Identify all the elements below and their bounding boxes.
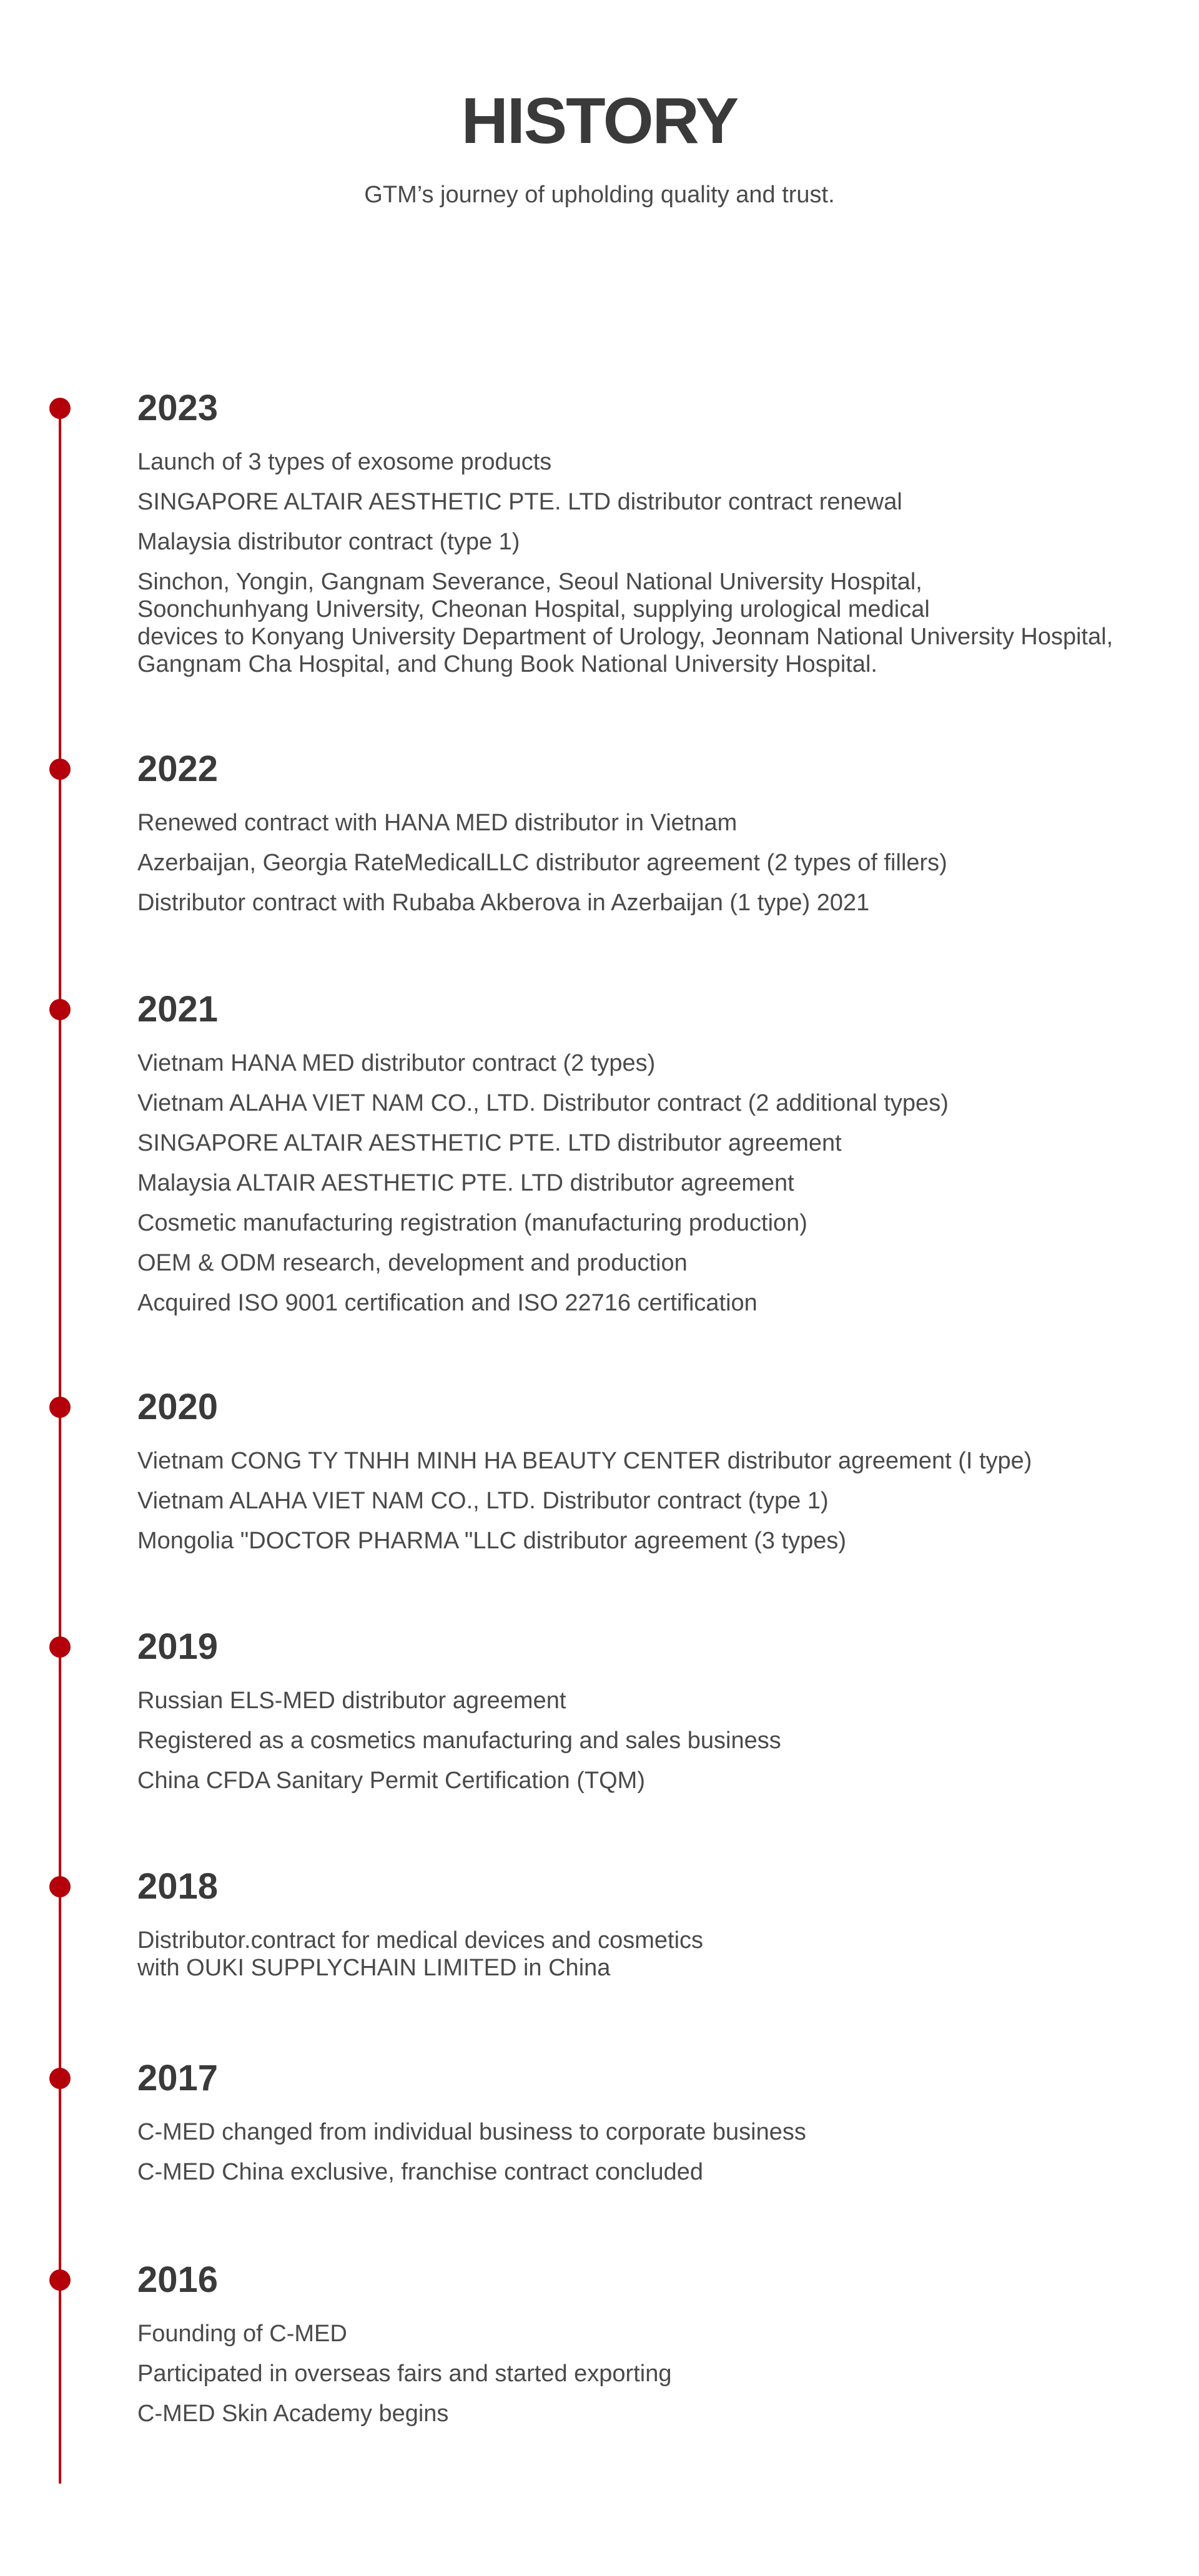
milestone-item: Azerbaijan, Georgia RateMedicalLLC distributor agreement (2 types of fillers) [137, 850, 947, 876]
milestone-item: Founding of C-MED [137, 2321, 347, 2347]
milestone-item: Russian ELS-MED distributor agreement [137, 1688, 566, 1714]
milestone-item: C-MED changed from individual business to corporate business [137, 2119, 806, 2145]
milestone-item: Sinchon, Yongin, Gangnam Severance, Seoul National University Hospital, Soonchunhyang University, Cheonan Hospital, supplying urological medical devices to Konyang University Department of Urology, Jeonnam National University Hospital, Gangnam Cha Hospital, and Chung Book National University Hospital. [137, 569, 1113, 677]
milestone-item: Registered as a cosmetics manufacturing and sales business [137, 1728, 781, 1754]
year-heading: 2023 [137, 388, 219, 428]
timeline-dot [49, 398, 71, 419]
milestone-item: Vietnam ALAHA VIET NAM CO., LTD. Distributor contract (type 1) [137, 1488, 829, 1514]
milestone-item: Malaysia distributor contract (type 1) [137, 529, 520, 555]
milestone-item: Mongolia "DOCTOR PHARMA "LLC distributor agreement (3 types) [137, 1528, 847, 1554]
milestone-item: OEM & ODM research, development and production [137, 1250, 688, 1276]
year-heading: 2017 [137, 2058, 219, 2098]
year-heading: 2019 [137, 1626, 219, 1667]
milestone-item: Vietnam HANA MED distributor contract (2 types) [137, 1050, 656, 1076]
milestone-item: Distributor.contract for medical devices and cosmetics with OUKI SUPPLYCHAIN LIMITED in China [137, 1927, 704, 1981]
page-subtitle: GTM’s journey of upholding quality and trust. [364, 182, 835, 208]
milestone-item: Vietnam ALAHA VIET NAM CO., LTD. Distributor contract (2 additional types) [137, 1090, 949, 1116]
timeline-dot [49, 999, 71, 1020]
milestone-item: C-MED Skin Academy begins [137, 2401, 449, 2427]
timeline-dot [49, 1636, 71, 1658]
milestone-list [137, 1927, 1174, 1994]
milestone-list [137, 2320, 1174, 2440]
milestone-list [137, 2118, 1174, 2198]
year-heading: 2016 [137, 2259, 219, 2300]
milestone-item: Participated in overseas fairs and started exporting [137, 2361, 672, 2387]
milestone-item: SINGAPORE ALTAIR AESTHETIC PTE. LTD distributor agreement [137, 1130, 842, 1156]
year-heading: 2020 [137, 1387, 219, 1427]
milestone-list [137, 809, 1174, 929]
timeline-dot [49, 1397, 71, 1418]
milestone-list [137, 1050, 1174, 1329]
milestone-item: Malaysia ALTAIR AESTHETIC PTE. LTD distributor agreement [137, 1170, 794, 1196]
timeline-dot [49, 759, 71, 780]
timeline-dot [49, 2269, 71, 2291]
year-heading: 2018 [137, 1866, 219, 1907]
milestone-item: Cosmetic manufacturing registration (manufacturing production) [137, 1210, 807, 1236]
timeline-dot [49, 2068, 71, 2089]
year-heading: 2022 [137, 749, 219, 789]
milestone-list [137, 448, 1174, 691]
milestone-item: SINGAPORE ALTAIR AESTHETIC PTE. LTD distributor contract renewal [137, 489, 902, 515]
timeline-dot [49, 1876, 71, 1897]
page-title: HISTORY [461, 85, 738, 157]
milestone-item: Distributor contract with Rubaba Akberova in Azerbaijan (1 type) 2021 [137, 890, 870, 916]
milestone-item: Renewed contract with HANA MED distributor in Vietnam [137, 810, 738, 836]
milestone-list [137, 1447, 1174, 1567]
milestone-list [137, 1687, 1174, 1807]
year-heading: 2021 [137, 989, 219, 1030]
milestone-item: Vietnam CONG TY TNHH MINH HA BEAUTY CENTER distributor agreement (I type) [137, 1448, 1032, 1474]
milestone-item: Acquired ISO 9001 certification and ISO 22716 certification [137, 1290, 757, 1316]
milestone-item: China CFDA Sanitary Permit Certification (TQM) [137, 1767, 645, 1794]
milestone-item: C-MED China exclusive, franchise contract concluded [137, 2159, 704, 2185]
timeline-line [59, 405, 61, 2484]
milestone-item: Launch of 3 types of exosome products [137, 449, 552, 475]
